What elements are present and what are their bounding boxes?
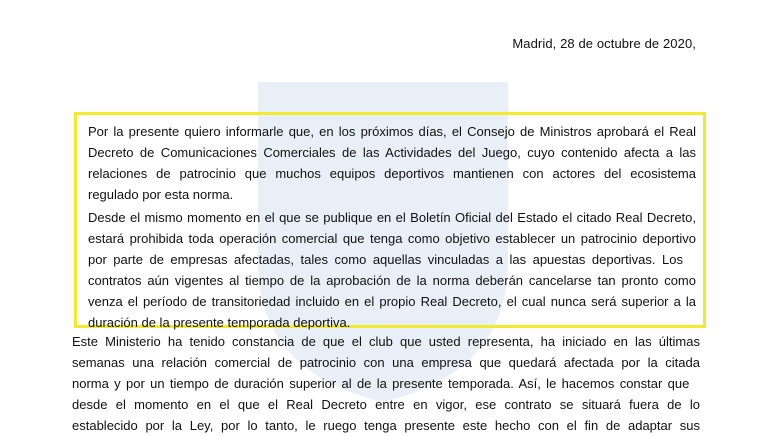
paragraph-line: norma y por un tiempo de duración superior al de la presente temporada. Así, le hacemos constar que — [72, 376, 690, 391]
letter-date: Madrid, 28 de octubre de 2020, — [512, 36, 696, 51]
paragraph-line: Desde el mismo momento en el que se publique en el Boletín Oficial del Estado el citado Real Decreto, — [88, 210, 696, 225]
paragraph-3 — [72, 331, 700, 436]
paragraph-line: Este Ministerio ha tenido constancia de que el club que usted representa, ha iniciado en las últimas — [72, 334, 700, 349]
paragraph-line: regulado por esta norma. — [88, 187, 234, 202]
paragraph-1 — [88, 121, 696, 205]
paragraph-line: duración de la presente temporada deportiva. — [88, 315, 351, 330]
paragraph-line: semanas una relación comercial de patrocinio con una empresa que quedará afectada por la citada — [72, 355, 700, 370]
paragraph-line: desde el momento en el que el Real Decreto entre en vigor, ese contrato se situará fuera de lo — [72, 397, 700, 412]
paragraph-2 — [88, 207, 696, 333]
paragraph-line: contratos aún vigentes al tiempo de la aprobación de la norma deberán cancelarse tan pronto como — [88, 273, 696, 288]
paragraph-line: Por la presente quiero informarle que, en los próximos días, el Consejo de Ministros aprobará el Real — [88, 124, 696, 139]
paragraph-line: estará prohibida toda operación comercial que tenga como objetivo establecer un patrocinio deportivo — [88, 231, 696, 246]
paragraph-line: Decreto de Comunicaciones Comerciales de las Actividades del Juego, cuyo contenido afecta a las — [88, 145, 696, 160]
paragraph-line: relaciones de patrocinio que muchos equipos deportivos mantienen con actores del ecosistema — [88, 166, 696, 181]
paragraph-line: establecido por la Ley, por lo tanto, le ruego tenga presente este hecho con el fin de adaptar sus — [72, 418, 700, 433]
paragraph-line: por parte de empresas afectadas, tales como aquellas vinculadas a las apuestas deportivas. Los — [88, 252, 683, 267]
paragraph-line: venza el período de transitoriedad incluido en el propio Real Decreto, el cual nunca será superior a la — [88, 294, 697, 309]
